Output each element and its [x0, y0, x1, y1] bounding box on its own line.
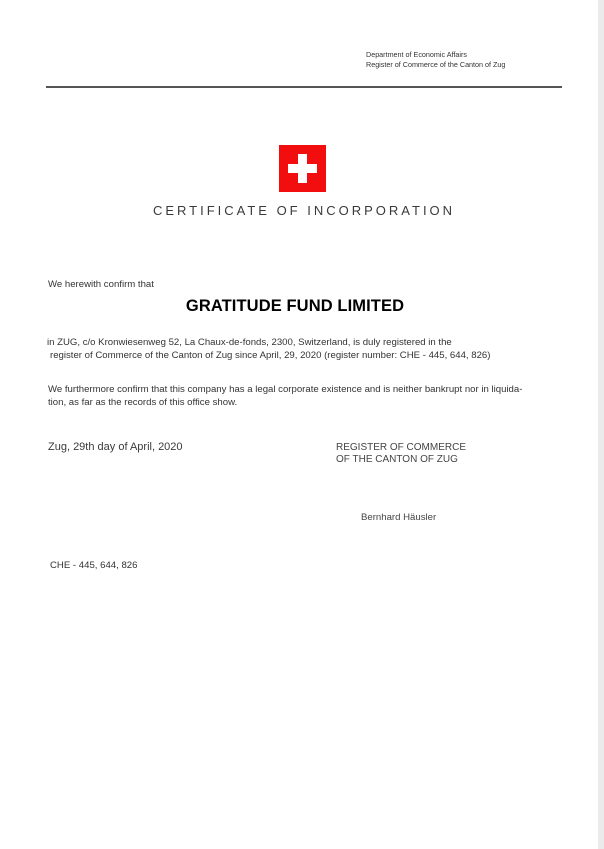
- confirmation-line-1: We furthermore confirm that this company has a legal corporate existence and is neither bankrupt nor in liquida-: [48, 384, 523, 395]
- issuer-line-1: REGISTER OF COMMERCE: [336, 442, 467, 453]
- register-name: Register of Commerce of the Canton of Zug: [366, 59, 506, 69]
- issuer-line-2: OF THE CANTON OF ZUG: [336, 454, 458, 465]
- registration-line-2: register of Commerce of the Canton of Zug since April, 29, 2020 (register number: CHE - 445, 644, 826): [50, 350, 491, 361]
- company-name: GRATITUDE FUND LIMITED: [185, 297, 405, 315]
- department-name: Department of Economic Affairs: [366, 50, 467, 59]
- intro-text: We herewith confirm that: [48, 279, 154, 290]
- header-divider: [46, 86, 562, 88]
- page-edge: [598, 0, 604, 849]
- registration-line-1: in ZUG, c/o Kronwiesenweg 52, La Chaux-de-fonds, 2300, Switzerland, is duly registered in the: [47, 337, 452, 348]
- swiss-cross-icon: [279, 145, 326, 192]
- register-number: CHE - 445, 644, 826: [50, 560, 138, 571]
- document-header: [366, 50, 505, 69]
- confirmation-line-2: tion, as far as the records of this office show.: [48, 397, 238, 408]
- date-place: Zug, 29th day of April, 2020: [48, 441, 183, 453]
- signatory-name: Bernhard Häusler: [361, 512, 437, 523]
- certificate-title: CERTIFICATE OF INCORPORATION: [152, 203, 456, 218]
- issuer-block: [336, 442, 466, 466]
